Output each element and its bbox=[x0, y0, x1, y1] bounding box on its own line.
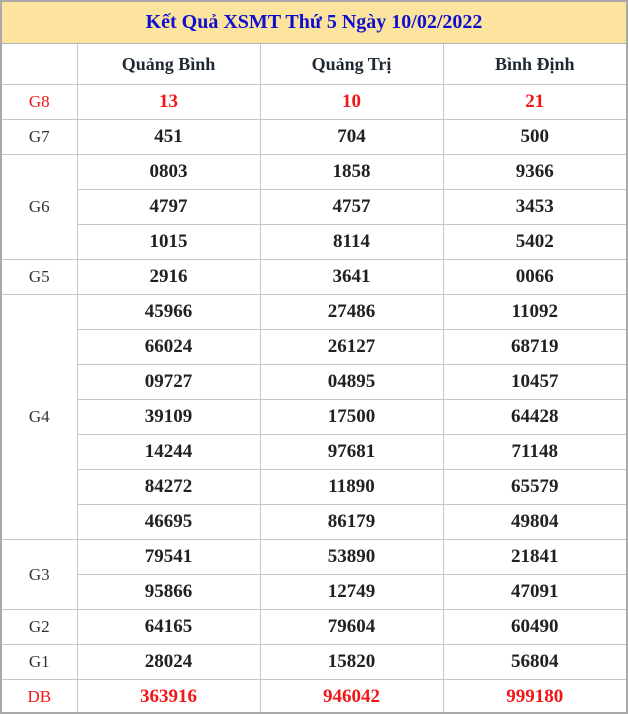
prize-row-g6-2 bbox=[2, 190, 626, 225]
result-number: 65579 bbox=[443, 470, 626, 505]
prize-row-g4-2 bbox=[2, 330, 626, 365]
result-number: 8114 bbox=[260, 225, 443, 260]
prize-row-g6-3 bbox=[2, 225, 626, 260]
result-number: 17500 bbox=[260, 400, 443, 435]
prize-row-g7 bbox=[2, 120, 626, 155]
results-title-band bbox=[2, 2, 626, 44]
result-number: 46695 bbox=[77, 505, 260, 540]
result-number: 53890 bbox=[260, 540, 443, 575]
prize-row-g4-3 bbox=[2, 365, 626, 400]
result-number: 71148 bbox=[443, 435, 626, 470]
result-number: 12749 bbox=[260, 575, 443, 610]
prize-label-g3: G3 bbox=[2, 540, 77, 610]
result-number: 39109 bbox=[77, 400, 260, 435]
result-number: 27486 bbox=[260, 295, 443, 330]
result-number: 21 bbox=[443, 85, 626, 120]
prize-row-g8 bbox=[2, 85, 626, 120]
prize-row-g4-4 bbox=[2, 400, 626, 435]
result-number: 15820 bbox=[260, 645, 443, 680]
result-number: 79604 bbox=[260, 610, 443, 645]
result-number: 4797 bbox=[77, 190, 260, 225]
result-number: 0066 bbox=[443, 260, 626, 295]
prize-label-g8: G8 bbox=[2, 85, 77, 120]
result-number: 704 bbox=[260, 120, 443, 155]
prize-row-g5 bbox=[2, 260, 626, 295]
prize-column-header bbox=[2, 44, 77, 85]
result-number: 4757 bbox=[260, 190, 443, 225]
result-number: 10 bbox=[260, 85, 443, 120]
prize-row-db bbox=[2, 680, 626, 714]
prize-label-g2: G2 bbox=[2, 610, 77, 645]
result-number: 68719 bbox=[443, 330, 626, 365]
result-number: 11092 bbox=[443, 295, 626, 330]
prize-row-g4-5 bbox=[2, 435, 626, 470]
result-number: 28024 bbox=[77, 645, 260, 680]
prize-label-g1: G1 bbox=[2, 645, 77, 680]
result-number: 64428 bbox=[443, 400, 626, 435]
result-number: 26127 bbox=[260, 330, 443, 365]
result-number: 64165 bbox=[77, 610, 260, 645]
result-number: 95866 bbox=[77, 575, 260, 610]
result-number: 14244 bbox=[77, 435, 260, 470]
result-number: 56804 bbox=[443, 645, 626, 680]
result-number: 10457 bbox=[443, 365, 626, 400]
result-number: 1015 bbox=[77, 225, 260, 260]
prize-label-g6: G6 bbox=[2, 155, 77, 260]
prize-row-g1 bbox=[2, 645, 626, 680]
result-number: 60490 bbox=[443, 610, 626, 645]
header-row bbox=[2, 44, 626, 85]
column-header-binh-dinh: Bình Định bbox=[443, 44, 626, 85]
result-number: 84272 bbox=[77, 470, 260, 505]
result-number: 66024 bbox=[77, 330, 260, 365]
prize-row-g3-1 bbox=[2, 540, 626, 575]
result-number: 451 bbox=[77, 120, 260, 155]
prize-row-g6-1 bbox=[2, 155, 626, 190]
result-number: 3453 bbox=[443, 190, 626, 225]
results-title: Kết Quả XSMT Thứ 5 Ngày 10/02/2022 bbox=[145, 11, 483, 33]
prize-label-g5: G5 bbox=[2, 260, 77, 295]
result-number: 0803 bbox=[77, 155, 260, 190]
prize-label-g7: G7 bbox=[2, 120, 77, 155]
results-table bbox=[2, 44, 626, 714]
result-number: 5402 bbox=[443, 225, 626, 260]
result-number: 79541 bbox=[77, 540, 260, 575]
prize-label-db: DB bbox=[2, 680, 77, 714]
result-number: 21841 bbox=[443, 540, 626, 575]
result-number: 2916 bbox=[77, 260, 260, 295]
result-number: 86179 bbox=[260, 505, 443, 540]
prize-row-g4-7 bbox=[2, 505, 626, 540]
result-number: 11890 bbox=[260, 470, 443, 505]
prize-row-g2 bbox=[2, 610, 626, 645]
result-number: 04895 bbox=[260, 365, 443, 400]
result-number: 500 bbox=[443, 120, 626, 155]
column-header-quang-binh: Quảng Bình bbox=[77, 44, 260, 85]
result-number: 3641 bbox=[260, 260, 443, 295]
result-number: 45966 bbox=[77, 295, 260, 330]
result-number: 13 bbox=[77, 85, 260, 120]
result-number: 1858 bbox=[260, 155, 443, 190]
result-number: 9366 bbox=[443, 155, 626, 190]
result-number: 999180 bbox=[443, 680, 626, 714]
result-number: 946042 bbox=[260, 680, 443, 714]
prize-row-g4-6 bbox=[2, 470, 626, 505]
column-header-quang-tri: Quảng Trị bbox=[260, 44, 443, 85]
result-number: 363916 bbox=[77, 680, 260, 714]
prize-row-g4-1 bbox=[2, 295, 626, 330]
prize-label-g4: G4 bbox=[2, 295, 77, 540]
result-number: 97681 bbox=[260, 435, 443, 470]
result-number: 47091 bbox=[443, 575, 626, 610]
result-number: 49804 bbox=[443, 505, 626, 540]
result-number: 09727 bbox=[77, 365, 260, 400]
prize-row-g3-2 bbox=[2, 575, 626, 610]
